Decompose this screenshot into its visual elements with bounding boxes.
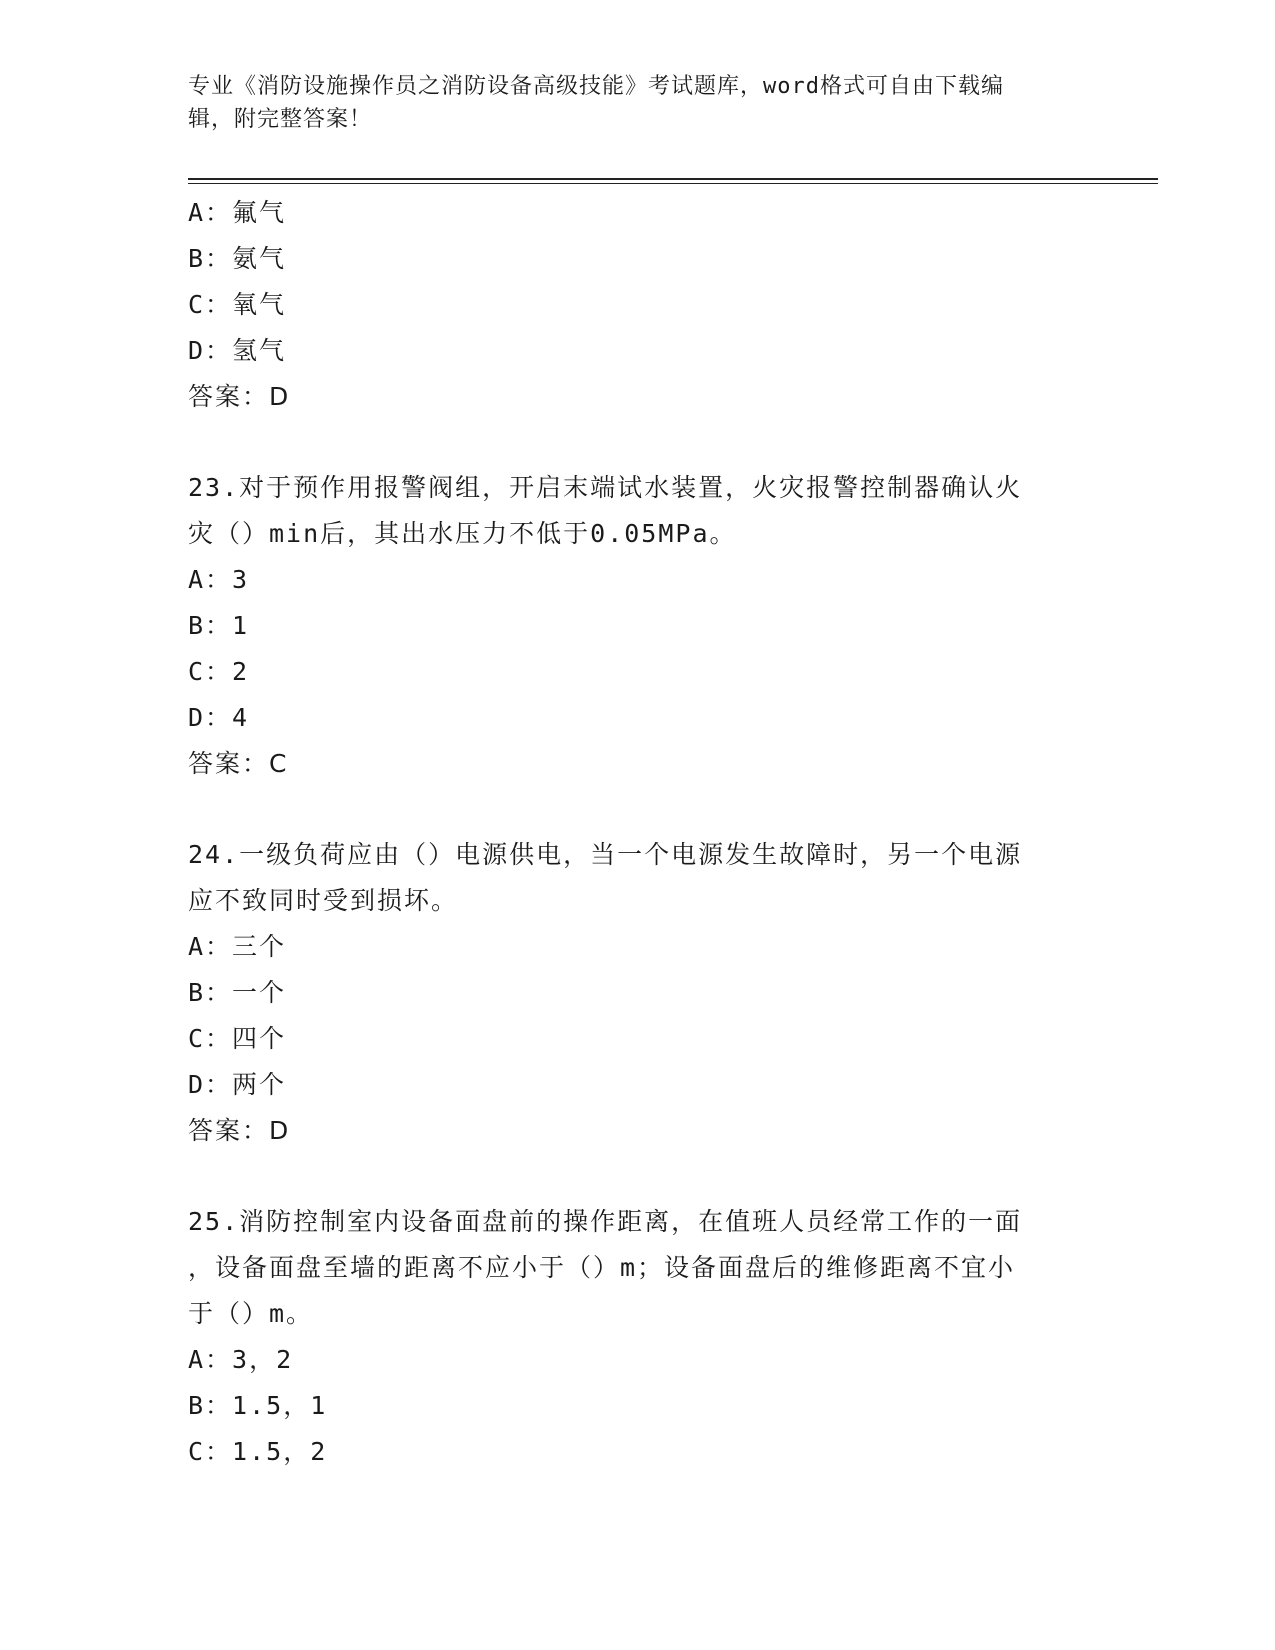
question-text-line: 于（）m。 <box>188 1299 314 1328</box>
question-25 <box>188 1199 1088 1475</box>
question-text-line: 23.对于预作用报警阀组，开启末端试水装置，火灾报警控制器确认火 <box>188 473 1023 502</box>
option-b: B：1.5，1 <box>188 1391 328 1420</box>
option-b: B：氨气 <box>188 244 287 273</box>
option-b: B：1 <box>188 611 250 640</box>
option-d: D：氢气 <box>188 336 287 365</box>
question-text-line: ，设备面盘至墙的距离不应小于（）m；设备面盘后的维修距离不宜小 <box>188 1253 1016 1282</box>
question-text-line: 25.消防控制室内设备面盘前的操作距离，在值班人员经常工作的一面 <box>188 1207 1023 1236</box>
spacer <box>188 787 1088 832</box>
spacer <box>188 1154 1088 1199</box>
answer: 答案：C <box>188 749 289 778</box>
spacer <box>188 420 1088 465</box>
option-a: A：氟气 <box>188 198 287 227</box>
option-c: C：1.5，2 <box>188 1437 328 1466</box>
question-24 <box>188 832 1088 1154</box>
option-c: C：四个 <box>188 1024 287 1053</box>
question-22 <box>188 190 1088 420</box>
option-b: B：一个 <box>188 978 287 1007</box>
question-text-line: 应不致同时受到损坏。 <box>188 886 459 915</box>
question-list <box>188 190 1088 1475</box>
answer: 答案：D <box>188 1116 291 1145</box>
option-d: D：4 <box>188 703 250 732</box>
option-c: C：氧气 <box>188 290 287 319</box>
header-divider-thin <box>188 183 1158 184</box>
question-text-line: 灾（）min后，其出水压力不低于0.05MPa。 <box>188 519 737 548</box>
header-divider <box>188 178 1158 180</box>
option-a: A：3 <box>188 565 250 594</box>
option-d: D：两个 <box>188 1070 287 1099</box>
header-line-1: 专业《消防设施操作员之消防设备高级技能》考试题库，word格式可自由下载编 <box>188 74 1004 99</box>
answer: 答案：D <box>188 382 291 411</box>
option-c: C：2 <box>188 657 250 686</box>
question-23 <box>188 465 1088 787</box>
document-header <box>188 70 1068 136</box>
option-a: A：3，2 <box>188 1345 294 1374</box>
question-text-line: 24.一级负荷应由（）电源供电，当一个电源发生故障时，另一个电源 <box>188 840 1023 869</box>
header-line-2: 辑，附完整答案！ <box>188 107 373 132</box>
option-a: A：三个 <box>188 932 287 961</box>
